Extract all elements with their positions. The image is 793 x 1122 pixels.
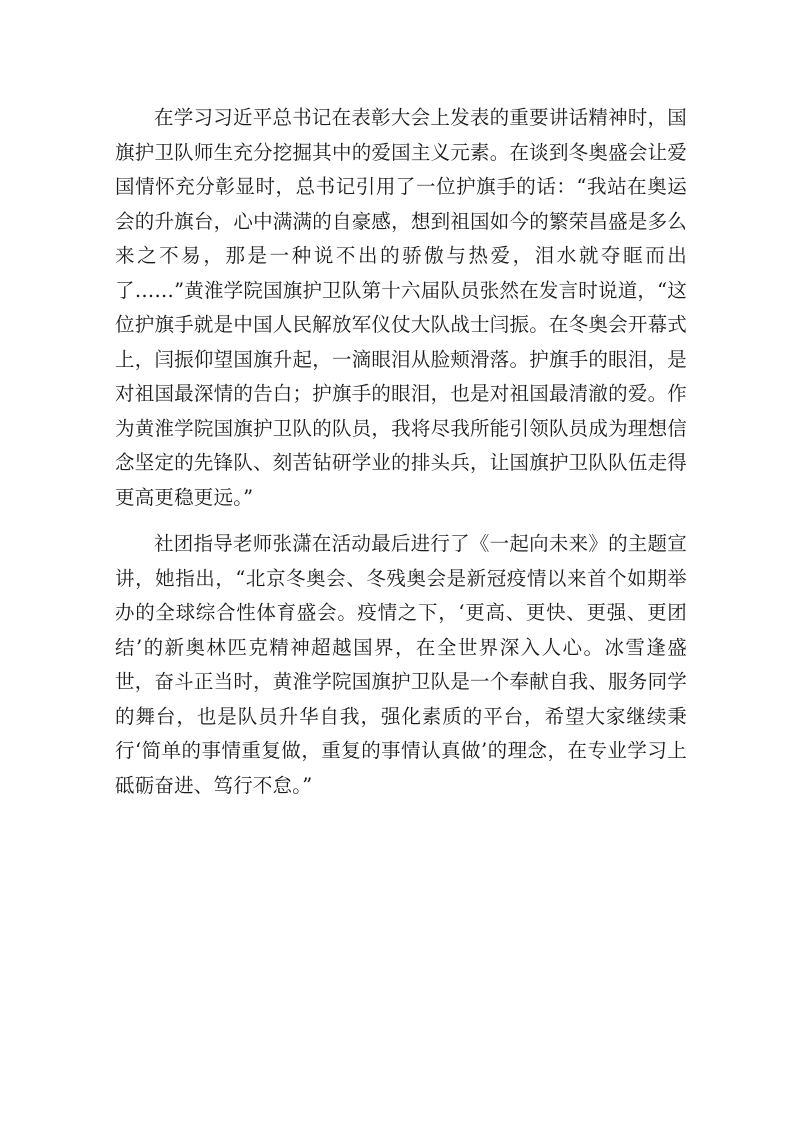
paragraph-flag-guard-speech: 在学习习近平总书记在表彰大会上发表的重要讲话精神时，国旗护卫队师生充分挖掘其中的爱国主义元素。在谈到冬奥盛会让爱国情怀充分彰显时，总书记引用了一位护旗手的话：“我站在奥运会的升旗台，心中满满的自豪感，想到祖国如今的繁荣昌盛是多么来之不易，那是一种说不出的骄傲与热爱，泪水就夺眶而出了……”黄淮学院国旗护卫队第十六届队员张然在发言时说道，“这位护旗手就是中国人民解放军仪仗大队战士闫振。在冬奥会开幕式上，闫振仰望国旗升起，一滴眼泪从脸颊滑落。护旗手的眼泪，是对祖国最深情的告白；护旗手的眼泪，也是对祖国最清澈的爱。作为黄淮学院国旗护卫队的队员，我将尽我所能引领队员成为理想信念坚定的先锋队、刻苦钻研学业的排头兵，让国旗护卫队队伍走得更高更稳更远。”	[115, 106, 687, 509]
paragraph-advisor-lecture: 社团指导老师张潇在活动最后进行了《一起向未来》的主题宣讲，她指出，“北京冬奥会、冬残奥会是新冠疫情以来首个如期举办的全球综合性体育盛会。疫情之下，‘更高、更快、更强、更团结’的新奥林匹克精神超越国界，在全世界深入人心。冰雪逢盛世，奋斗正当时，黄淮学院国旗护卫队是一个奉献自我、服务同学的舞台，也是队员升华自我，强化素质的平台，希望大家继续秉行‘简单的事情重复做，重复的事情认真做’的理念，在专业学习上砥砺奋进、笃行不怠。”	[115, 532, 687, 797]
document-body	[115, 101, 687, 803]
